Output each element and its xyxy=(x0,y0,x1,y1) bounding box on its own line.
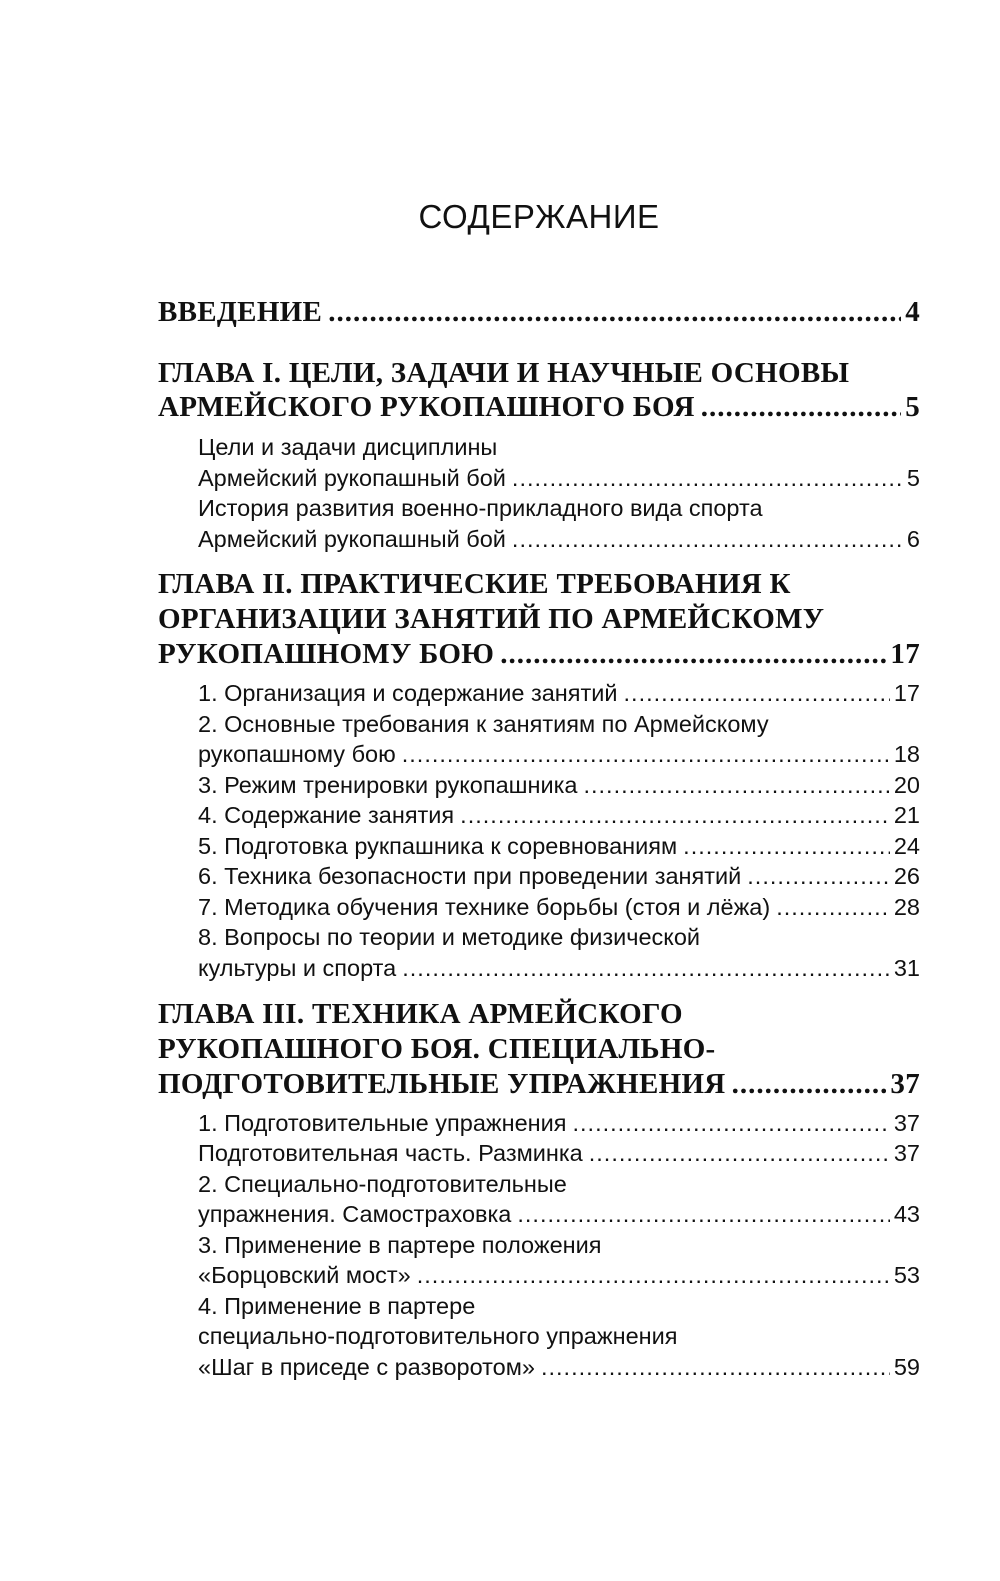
entry-title: специально-подготовительного упражнения xyxy=(198,1323,678,1349)
dot-leader xyxy=(683,833,890,860)
toc-entry-goals-line-2[interactable] xyxy=(198,465,920,492)
dot-leader xyxy=(624,680,890,707)
entry-title: РУКОПАШНОМУ БОЮ xyxy=(158,638,495,670)
page-number: 5 xyxy=(906,465,920,491)
dot-leader xyxy=(701,391,902,424)
dot-leader xyxy=(500,638,886,671)
entry-title: 4. Содержание занятия xyxy=(198,802,455,828)
page-number: 4 xyxy=(905,296,920,328)
toc-chapter-2-line-2[interactable] xyxy=(158,603,920,636)
toc-chapter-2-line-1[interactable] xyxy=(158,568,920,601)
toc-entry-2-2-line-1[interactable] xyxy=(198,711,920,738)
dot-leader xyxy=(517,1201,889,1228)
dot-leader xyxy=(541,1354,890,1381)
entry-title: «Борцовский мост» xyxy=(198,1262,411,1288)
toc-entry-2-2-line-2[interactable] xyxy=(198,741,920,768)
toc-entry-history-line-1[interactable] xyxy=(198,495,920,522)
dot-leader xyxy=(512,465,903,492)
toc-entry-3-1[interactable] xyxy=(198,1110,920,1137)
entry-title: рукопашному бою xyxy=(198,741,396,767)
toc-entry-3-4-line-2[interactable] xyxy=(198,1323,920,1350)
entry-title: ГЛАВА I. ЦЕЛИ, ЗАДАЧИ И НАУЧНЫЕ ОСНОВЫ xyxy=(158,357,850,389)
entry-title: 4. Применение в партере xyxy=(198,1293,476,1319)
page-number: 18 xyxy=(893,741,920,767)
entry-title: ГЛАВА II. ПРАКТИЧЕСКИЕ ТРЕБОВАНИЯ К xyxy=(158,568,791,600)
entry-title: «Шаг в приседе с разворотом» xyxy=(198,1354,535,1380)
page-number: 28 xyxy=(893,894,920,920)
toc-entry-2-8-line-1[interactable] xyxy=(198,924,920,951)
entry-title: История развития военно-прикладного вида спорта xyxy=(198,495,763,521)
page-number: 20 xyxy=(893,772,920,798)
entry-title: 3. Применение в партере положения xyxy=(198,1232,602,1258)
toc-entry-3-2-line-1[interactable] xyxy=(198,1171,920,1198)
entry-title: ПОДГОТОВИТЕЛЬНЫЕ УПРАЖНЕНИЯ xyxy=(158,1068,726,1100)
entry-title: упражнения. Самостраховка xyxy=(198,1201,512,1227)
entry-title: РУКОПАШНОГО БОЯ. СПЕЦИАЛЬНО- xyxy=(158,1033,716,1065)
entry-title: 3. Режим тренировки рукопашника xyxy=(198,772,578,798)
dot-leader xyxy=(732,1068,887,1101)
entry-title: 5. Подготовка рукпашника к соревнованиям xyxy=(198,833,678,859)
entry-title: 2. Специально-подготовительные xyxy=(198,1171,567,1197)
page-number: 37 xyxy=(893,1140,920,1166)
toc-entry-introduction[interactable] xyxy=(158,296,920,329)
toc-chapter-2-line-3[interactable] xyxy=(158,638,920,671)
toc-entry-2-5[interactable] xyxy=(198,833,920,860)
dot-leader xyxy=(747,863,890,890)
toc-entry-3-3-line-2[interactable] xyxy=(198,1262,920,1289)
entry-title: ГЛАВА III. ТЕХНИКА АРМЕЙСКОГО xyxy=(158,998,683,1030)
page-number: 37 xyxy=(890,1068,920,1100)
dot-leader xyxy=(402,741,890,768)
toc-entry-2-7[interactable] xyxy=(198,894,920,921)
toc-chapter-3-line-1[interactable] xyxy=(158,998,920,1031)
toc-entry-3-3-line-1[interactable] xyxy=(198,1232,920,1259)
dot-leader xyxy=(512,526,903,553)
toc-entry-history-line-2[interactable] xyxy=(198,526,920,553)
toc-chapter-3-line-3[interactable] xyxy=(158,1068,920,1101)
toc-entry-3-4-line-3[interactable] xyxy=(198,1354,920,1381)
page-number: 26 xyxy=(893,863,920,889)
toc-entry-2-8-line-2[interactable] xyxy=(198,955,920,982)
page-number: 43 xyxy=(893,1201,920,1227)
page-title: СОДЕРЖАНИЕ xyxy=(418,198,660,235)
entry-title: 6. Техника безопасности при проведении занятий xyxy=(198,863,742,889)
page-number: 24 xyxy=(893,833,920,859)
toc-entry-2-3[interactable] xyxy=(198,772,920,799)
page-number: 21 xyxy=(893,802,920,828)
dot-leader xyxy=(417,1262,890,1289)
page-number: 17 xyxy=(890,638,920,670)
page-number: 5 xyxy=(905,391,920,423)
dot-leader xyxy=(460,802,890,829)
page-number: 6 xyxy=(906,526,920,552)
toc-entry-2-6[interactable] xyxy=(198,863,920,890)
toc-chapter-1-line-2[interactable] xyxy=(158,391,920,424)
entry-title: ОРГАНИЗАЦИИ ЗАНЯТИЙ ПО АРМЕЙСКОМУ xyxy=(158,603,825,635)
entry-title: АРМЕЙСКОГО РУКОПАШНОГО БОЯ xyxy=(158,391,695,423)
entry-title: 2. Основные требования к занятиям по Армейскому xyxy=(198,711,769,737)
entry-title: Армейский рукопашный бой xyxy=(198,465,506,491)
toc-chapter-1-line-1[interactable] xyxy=(158,357,920,390)
page-number: 59 xyxy=(893,1354,920,1380)
entry-title: 1. Организация и содержание занятий xyxy=(198,680,618,706)
entry-title: 7. Методика обучения технике борьбы (стоя и лёжа) xyxy=(198,894,771,920)
entry-title: 8. Вопросы по теории и методике физической xyxy=(198,924,701,950)
page-number: 17 xyxy=(893,680,920,706)
dot-leader xyxy=(583,772,889,799)
toc-entry-goals-line-1[interactable] xyxy=(198,434,920,461)
dot-leader xyxy=(573,1110,890,1137)
page-number: 53 xyxy=(893,1262,920,1288)
entry-title: Армейский рукопашный бой xyxy=(198,526,506,552)
dot-leader xyxy=(402,955,890,982)
dot-leader xyxy=(776,894,890,921)
entry-title: ВВЕДЕНИЕ xyxy=(158,296,323,328)
page-number: 37 xyxy=(893,1110,920,1136)
toc-entry-2-1[interactable] xyxy=(198,680,920,707)
toc-entry-3-2-line-2[interactable] xyxy=(198,1201,920,1228)
toc-entry-2-4[interactable] xyxy=(198,802,920,829)
toc-chapter-3-line-2[interactable] xyxy=(158,1033,920,1066)
toc-entry-3-warmup[interactable] xyxy=(198,1140,920,1167)
dot-leader xyxy=(328,296,901,329)
page-number: 31 xyxy=(893,955,920,981)
entry-title: Подготовительная часть. Разминка xyxy=(198,1140,583,1166)
dot-leader xyxy=(589,1140,890,1167)
entry-title: культуры и спорта xyxy=(198,955,397,981)
entry-title: Цели и задачи дисциплины xyxy=(198,434,498,460)
entry-title: 1. Подготовительные упражнения xyxy=(198,1110,567,1136)
toc-entry-3-4-line-1[interactable] xyxy=(198,1293,920,1320)
